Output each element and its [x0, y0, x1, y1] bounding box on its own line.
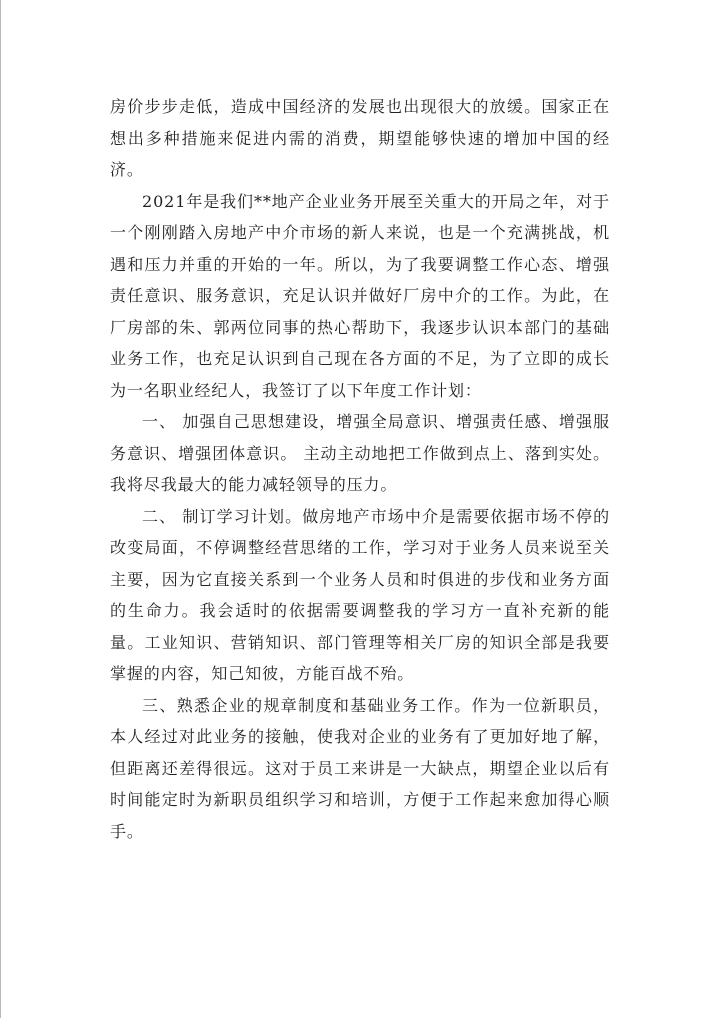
page-left-edge [0, 0, 1, 1018]
document-body [110, 91, 610, 847]
paragraph-intro: 2021年是我们**地产企业业务开展至关重大的开局之年，对于一个刚刚踏入房地产中介市场的新人来说，也是一个充满挑战，机遇和压力并重的开始的一年。所以，为了我要调整工作心态、增强责任意识、服务意识，充足认识并做好厂房中介的工作。为此，在厂房部的朱、郭两位同事的热心帮助下，我逐步认识本部门的基础业务工作，也充足认识到自己现在各方面的不足，为了立即的成长为一名职业经纪人，我签订了以下年度工作计划： [110, 191, 610, 400]
paragraph-continuation: 房价步步走低，造成中国经济的发展也出现很大的放缓。国家正在想出多种措施来促进内需的消费，期望能够快速的增加中国的经济。 [110, 97, 610, 179]
paragraph-plan-3: 三、熟悉企业的规章制度和基础业务工作。作为一位新职员，本人经过对此业务的接触，使我对企业的业务有了更加好地了解，但距离还差得很远。这对于员工来讲是一大缺点，期望企业以后有时间能定时为新职员组织学习和培训，方便于工作起来愈加得心顺手。 [110, 695, 610, 841]
paragraph-plan-2: 二、 制订学习计划。做房地产市场中介是需要依据市场不停的改变局面，不停调整经营思绪的工作，学习对于业务人员来说至关主要，因为它直接关系到一个业务人员和时俱进的步伐和业务方面的生命力。我会适时的依据需要调整我的学习方一直补充新的能量。工业知识、营销知识、部门管理等相关厂房的知识全部是我要掌握的内容，知己知彼，方能百战不殆。 [110, 506, 610, 683]
paragraph-plan-1: 一、 加强自己思想建设，增强全局意识、增强责任感、增强服务意识、增强团体意识。 主动主动地把工作做到点上、落到实处。我将尽我最大的能力减轻领导的压力。 [110, 412, 610, 494]
